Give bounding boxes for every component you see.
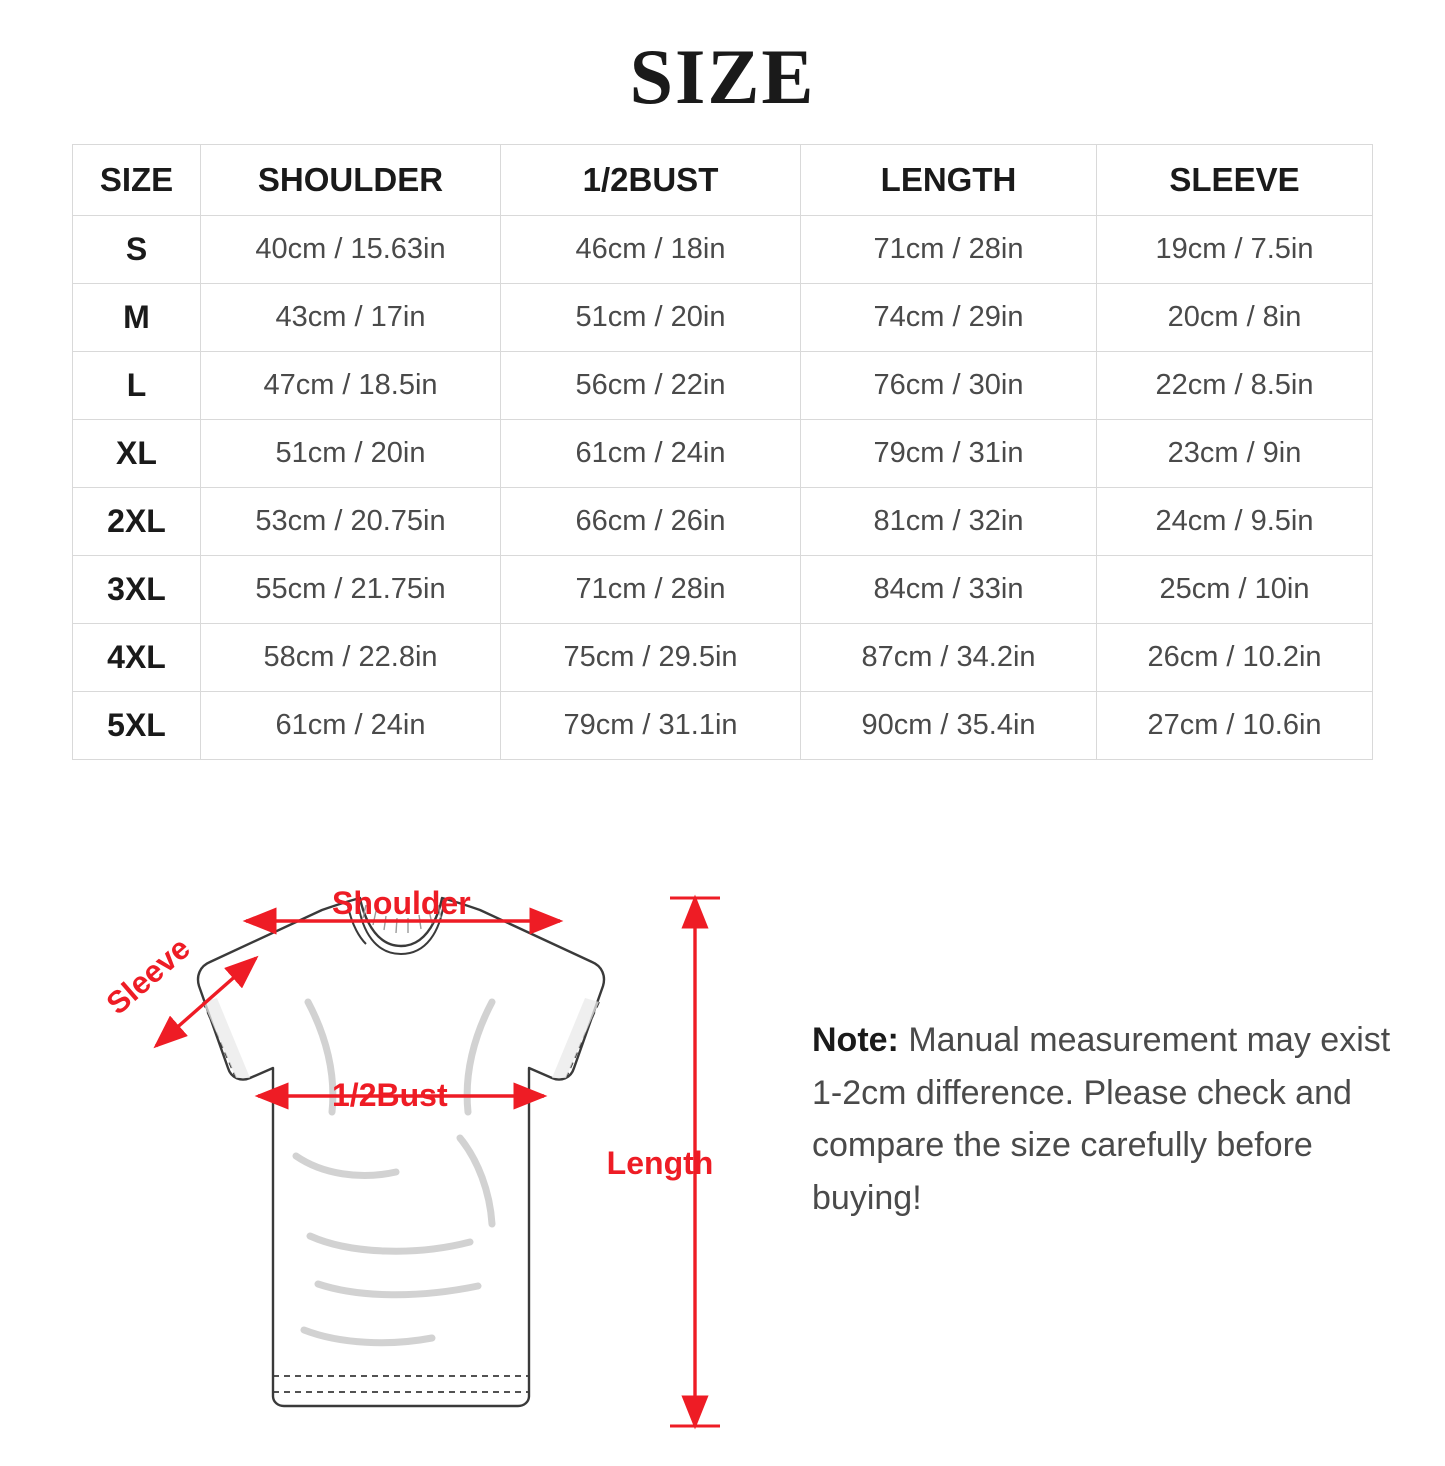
- cell-bust: 46cm / 18in: [501, 216, 801, 284]
- cell-bust: 75cm / 29.5in: [501, 624, 801, 692]
- cell-sleeve: 26cm / 10.2in: [1097, 624, 1373, 692]
- tshirt-measurement-diagram: [60, 806, 800, 1466]
- cell-size: 3XL: [73, 556, 201, 624]
- cell-sleeve: 24cm / 9.5in: [1097, 488, 1373, 556]
- length-label: Length: [606, 1145, 714, 1181]
- cell-sleeve: 27cm / 10.6in: [1097, 692, 1373, 760]
- cell-shoulder: 61cm / 24in: [201, 692, 501, 760]
- cell-bust: 51cm / 20in: [501, 284, 801, 352]
- page-title: SIZE: [629, 33, 816, 120]
- cell-shoulder: 43cm / 17in: [201, 284, 501, 352]
- table-row: [73, 284, 1373, 352]
- cell-length: 79cm / 31in: [801, 420, 1097, 488]
- cell-bust: 56cm / 22in: [501, 352, 801, 420]
- cell-bust: 71cm / 28in: [501, 556, 801, 624]
- table-row: [73, 216, 1373, 284]
- column-header-size: SIZE: [73, 145, 201, 216]
- column-header-shoulder: SHOULDER: [201, 145, 501, 216]
- cell-length: 71cm / 28in: [801, 216, 1097, 284]
- tshirt-outline: [198, 898, 604, 1406]
- cell-sleeve: 19cm / 7.5in: [1097, 216, 1373, 284]
- cell-sleeve: 23cm / 9in: [1097, 420, 1373, 488]
- cell-shoulder: 53cm / 20.75in: [201, 488, 501, 556]
- note-text: Manual measurement may exist 1-2cm difference. Please check and compare the size carefully before buying!: [812, 1021, 1391, 1218]
- cell-shoulder: 55cm / 21.75in: [201, 556, 501, 624]
- column-header-sleeve: SLEEVE: [1097, 145, 1373, 216]
- cell-length: 81cm / 32in: [801, 488, 1097, 556]
- table-row: [73, 352, 1373, 420]
- table-row: [73, 488, 1373, 556]
- cell-bust: 61cm / 24in: [501, 420, 801, 488]
- shoulder-label: Shoulder: [332, 885, 471, 921]
- length-measure-arrow: [607, 898, 720, 1426]
- cell-sleeve: 20cm / 8in: [1097, 284, 1373, 352]
- cell-length: 87cm / 34.2in: [801, 624, 1097, 692]
- cell-length: 90cm / 35.4in: [801, 692, 1097, 760]
- cell-length: 76cm / 30in: [801, 352, 1097, 420]
- cell-size: M: [73, 284, 201, 352]
- cell-shoulder: 51cm / 20in: [201, 420, 501, 488]
- cell-bust: 66cm / 26in: [501, 488, 801, 556]
- table-row: [73, 420, 1373, 488]
- size-chart-table: [72, 144, 1373, 760]
- cell-length: 84cm / 33in: [801, 556, 1097, 624]
- cell-bust: 79cm / 31.1in: [501, 692, 801, 760]
- cell-size: 4XL: [73, 624, 201, 692]
- cell-shoulder: 58cm / 22.8in: [201, 624, 501, 692]
- cell-size: XL: [73, 420, 201, 488]
- table-row: [73, 624, 1373, 692]
- cell-sleeve: 25cm / 10in: [1097, 556, 1373, 624]
- cell-length: 74cm / 29in: [801, 284, 1097, 352]
- cell-size: 2XL: [73, 488, 201, 556]
- size-table-container: [72, 144, 1373, 760]
- cell-size: S: [73, 216, 201, 284]
- sleeve-label: Sleeve: [99, 930, 197, 1022]
- table-header-row: [73, 145, 1373, 216]
- note-label: Note:: [812, 1021, 899, 1059]
- column-header-length: LENGTH: [801, 145, 1097, 216]
- cell-shoulder: 47cm / 18.5in: [201, 352, 501, 420]
- shoulder-measure-arrow: [246, 885, 560, 921]
- table-row: [73, 692, 1373, 760]
- cell-size: L: [73, 352, 201, 420]
- table-row: [73, 556, 1373, 624]
- bust-label: 1/2Bust: [332, 1077, 448, 1113]
- column-header-bust: 1/2BUST: [501, 145, 801, 216]
- cell-shoulder: 40cm / 15.63in: [201, 216, 501, 284]
- cell-sleeve: 22cm / 8.5in: [1097, 352, 1373, 420]
- measurement-diagram-section: [0, 806, 1445, 1466]
- cell-size: 5XL: [73, 692, 201, 760]
- measurement-note: [812, 1014, 1392, 1225]
